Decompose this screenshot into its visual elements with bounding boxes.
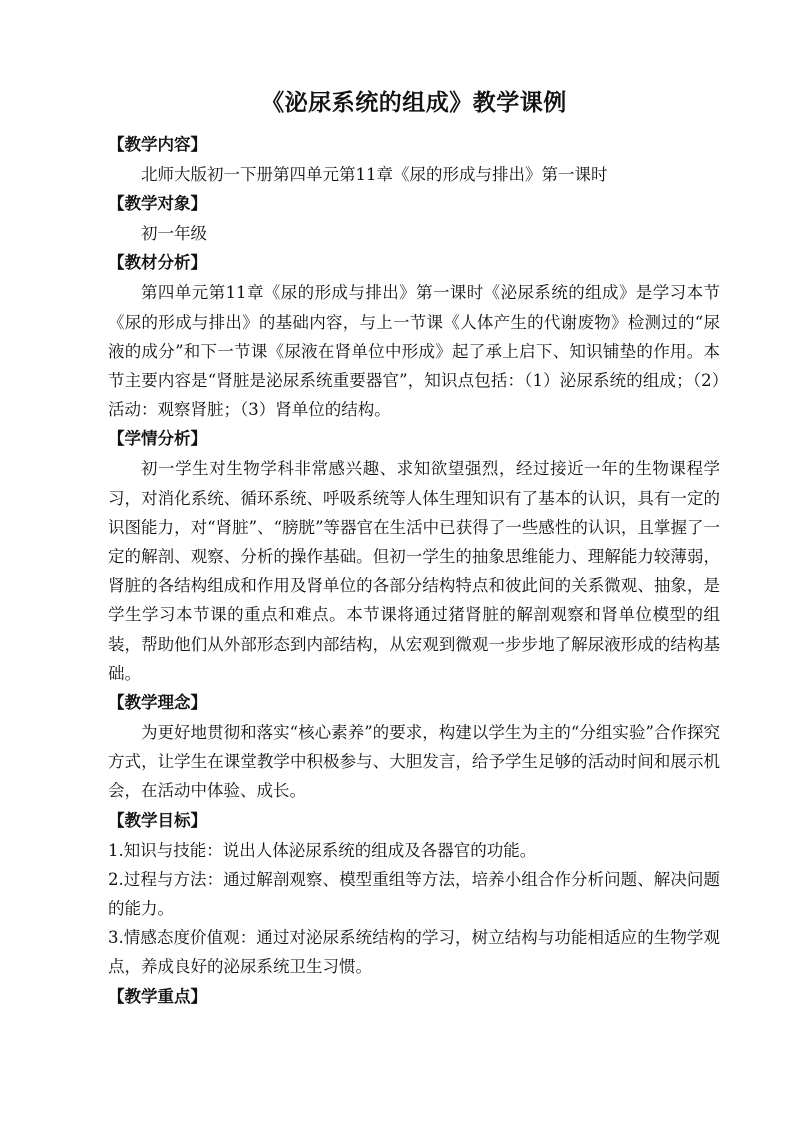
section-material-analysis: [108, 248, 720, 424]
section-heading: 【教学重点】: [108, 986, 207, 1006]
section-heading: 【教材分析】: [108, 253, 207, 273]
section-paragraph: 北师大版初一下册第四单元第11章《尿的形成与排出》第一课时: [141, 165, 608, 184]
section-student-analysis: [108, 424, 720, 688]
goal-item-knowledge: 1.知识与技能：说出人体泌尿系统的组成及各器官的功能。: [108, 840, 537, 860]
goal-item-attitude: 3.情感态度价值观：通过对泌尿系统结构的学习，树立结构与功能相适应的生物学观点，养成良好的泌尿系统卫生习惯。: [108, 928, 720, 977]
section-teaching-focus: [108, 982, 720, 1012]
goal-item-process: 2.过程与方法：通过解剖观察、模型重组等方法，培养小组合作分析问题、解决问题的能力。: [108, 869, 720, 919]
section-paragraph: 初一学生对生物学科非常感兴趣、求知欲望强烈，经过接近一年的生物课程学习，对消化系统、循环系统、呼吸系统等人体生理知识有了基本的认识，具有一定的识图能力，对“肾脏”、“膀胱”等器官在生活中已获得了一些感性的认识，且掌握了一定的解剖、观察、分析的操作基础。但初一学生的抽象思维能力、理解能力较薄弱，肾脏的各结构组成和作用及肾单位的各部分结构特点和彼此间的关系微观、抽象，是学生学习本节课的重点和难点。本节课将通过猪肾脏的解剖观察和肾单位模型的组装，帮助他们从外部形态到内部结构，从宏观到微观一步步地了解尿液形成的结构基础。: [108, 459, 720, 683]
section-teaching-philosophy: [108, 688, 720, 806]
section-teaching-goals: [108, 806, 720, 982]
section-heading: 【教学对象】: [108, 194, 207, 214]
section-heading: 【教学理念】: [108, 693, 207, 713]
section-heading: 【教学内容】: [108, 135, 207, 154]
document-title: 《泌尿系统的组成》教学课例: [261, 90, 567, 116]
section-paragraph: 初一年级: [141, 224, 207, 244]
section-paragraph: 为更好地贯彻和落实“核心素养”的要求，构建以学生为主的“分组实验”合作探究方式，让学生在课堂教学中积极参与、大胆发言，给予学生足够的活动时间和展示机会，在活动中体验、成长。: [108, 723, 720, 801]
section-teaching-content: [108, 130, 720, 189]
section-paragraph: 第四单元第11章《尿的形成与排出》第一课时《泌尿系统的组成》是学习本节《尿的形成与排出》的基础内容，与上一节课《人体产生的代谢废物》检测过的“尿液的成分”和下一节课《尿液在肾单位中形成》起了承上启下、知识铺垫的作用。本节主要内容是“肾脏是泌尿系统重要器官”，知识点包括：（1）泌尿系统的组成；（2）活动：观察肾脏；（3）肾单位的结构。: [108, 283, 720, 420]
section-heading: 【教学目标】: [108, 810, 207, 830]
document-body: [108, 88, 720, 1012]
section-teaching-target: [108, 189, 720, 248]
section-heading: 【学情分析】: [108, 429, 207, 449]
